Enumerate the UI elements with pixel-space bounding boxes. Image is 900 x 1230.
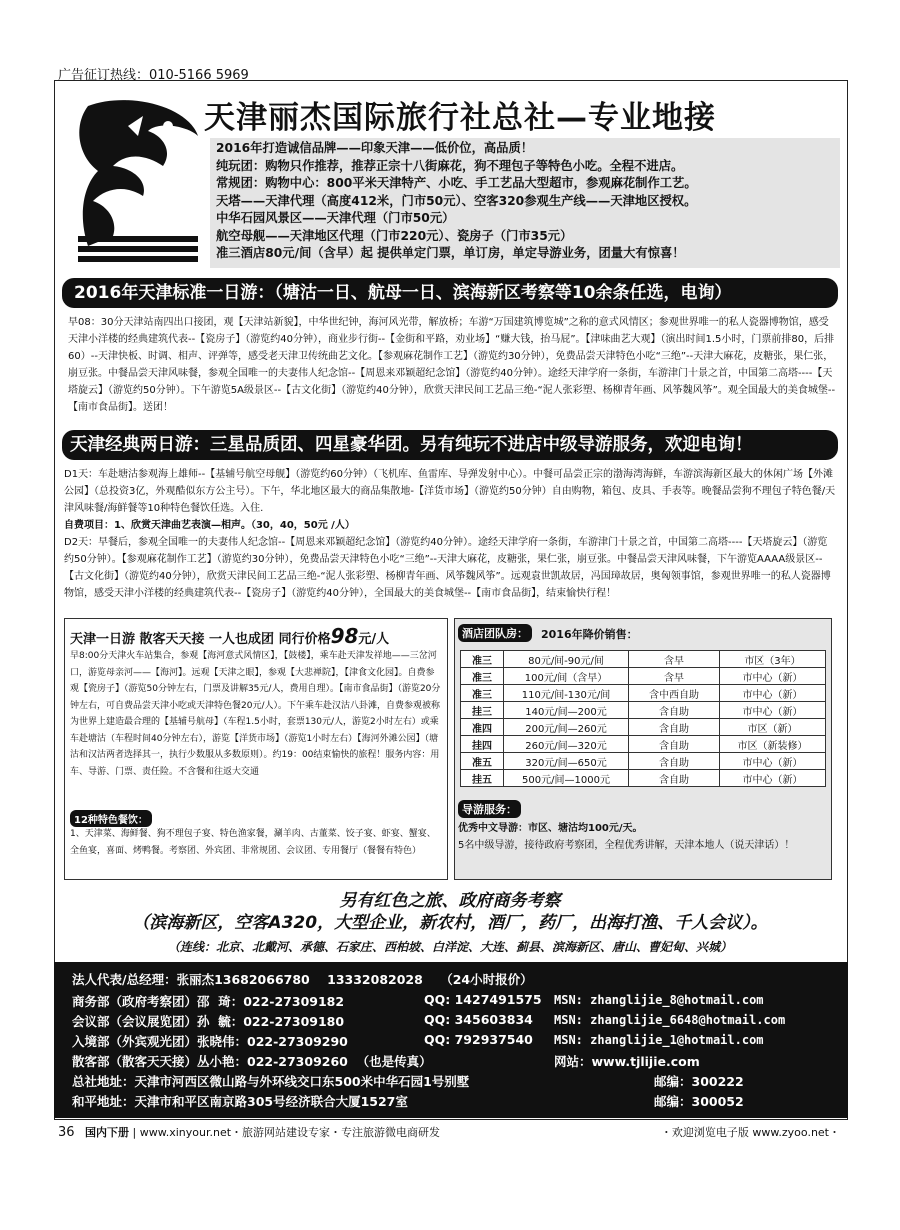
contact-sanke: 散客部（散客天天接）丛小艳：022-27309260 （也是传真） bbox=[72, 1054, 432, 1069]
guide-line: 优秀中文导游：市区、塘沽均100元/天。 bbox=[458, 823, 643, 834]
footer-left-link[interactable]: www.xinyour.net・旅游网站建设专家・专注旅游微电商研发 bbox=[139, 1126, 441, 1139]
hotel-row bbox=[461, 736, 826, 753]
legal-rep: 法人代表/总经理：张丽杰13682066780 13332082028 （24小时报价） bbox=[72, 972, 533, 987]
hotel-cell: 80元/间-90元/间 bbox=[504, 651, 629, 668]
agency-title: 天津丽杰国际旅行社总社—专业地接 bbox=[204, 100, 716, 136]
hotel-cell: 110元/间-130元/间 bbox=[504, 685, 629, 702]
info-line: 准三酒店80元/间（含早）起 提供单定门票，单订房，单定导游业务，团量大有惊喜！ bbox=[216, 246, 685, 260]
hotel-cell: 市中心（新） bbox=[720, 668, 826, 685]
hotel-cell: 市中心（新） bbox=[720, 753, 826, 770]
two-day-tour-banner: 天津经典两日游：三星品质团、四星豪华团。另有纯玩不进店中级导游服务，欢迎电询！ bbox=[62, 430, 838, 460]
extra-title: 另有红色之旅、政府商务考察 bbox=[339, 891, 561, 911]
hotel-cell: 含早 bbox=[629, 651, 720, 668]
two-day-itinerary bbox=[64, 466, 836, 602]
daily-tour-title bbox=[70, 624, 389, 648]
daily-tour-unit: 元/人 bbox=[358, 632, 390, 647]
hotel-row bbox=[461, 668, 826, 685]
special-dining-body: 1、天津菜、海鲜餐、狗不理包子宴、特色渔家餐，涮羊肉、古董菜、饺子宴、虾宴、蟹宴、全鱼宴，喜面、烤鸭餐。考察团、外宾团、非常规团、会议团、专用餐厅（餐餐有特色） bbox=[70, 829, 436, 856]
contact-qq: QQ: 345603834 bbox=[424, 1012, 533, 1027]
info-line: 航空母舰——天津地区代理（门市220元）、瓷房子（门市35元） bbox=[216, 228, 573, 243]
hotel-cell: 挂五 bbox=[461, 770, 504, 787]
address-heping: 和平地址：天津市和平区南京路305号经济联合大厦1527室 bbox=[72, 1094, 408, 1109]
hotel-cell: 挂三 bbox=[461, 702, 504, 719]
address-hq: 总社地址：天津市河西区微山路与外环线交口东500米中华石园1号别墅 bbox=[72, 1074, 470, 1089]
hotel-cell: 准三 bbox=[461, 668, 504, 685]
one-day-tour-banner: 2016年天津标准一日游：（塘沽一日、航母一日、滨海新区考察等10余条任选，电询） bbox=[62, 278, 838, 308]
contact-msn: MSN: zhanglijie_8@hotmail.com bbox=[554, 993, 764, 1007]
daily-tour-price: 98 bbox=[330, 624, 359, 648]
hotel-cell: 市区（新装修） bbox=[720, 736, 826, 753]
hotel-title: 2016年降价销售： bbox=[541, 628, 638, 641]
hotel-cell: 320元/间—650元 bbox=[504, 753, 629, 770]
hotel-cell: 含自助 bbox=[629, 702, 720, 719]
contact-dept: 商务部（政府考察团）邵 琦：022-27309182 bbox=[72, 994, 345, 1009]
guide-label: 导游服务： bbox=[458, 800, 521, 818]
info-line: 天塔——天津代理（高度412米，门市50元）、空客320参观生产线——天津地区授权。 bbox=[216, 193, 697, 208]
info-line: 中华石园风景区——天津代理（门市50元） bbox=[216, 211, 455, 225]
hotel-row bbox=[461, 702, 826, 719]
hotel-cell: 市区（新） bbox=[720, 719, 826, 736]
page-number: 36 bbox=[58, 1125, 75, 1140]
info-line: 2016年打造诚信品牌——印象天津——低价位，高品质！ bbox=[216, 141, 534, 155]
hotel-cell: 挂四 bbox=[461, 736, 504, 753]
contact-dept: 入境部（外宾观光团）张晓伟：022-27309290 bbox=[72, 1034, 348, 1049]
extra-routes: （连线：北京、北戴河、承德、石家庄、西柏坡、白洋淀、大连、蓟县、滨海新区、唐山、曹妃甸、兴城） bbox=[167, 940, 732, 954]
hotel-cell: 市中心（新） bbox=[720, 770, 826, 787]
extra-subtitle: （滨海新区，空客A320，大型企业，新农村，酒厂，药厂，出海打渔、千人会议）。 bbox=[132, 913, 768, 933]
dragon-logo-icon bbox=[68, 96, 208, 266]
hotel-cell: 含中西自助 bbox=[629, 685, 720, 702]
hotel-cell: 260元/间—320元 bbox=[504, 736, 629, 753]
ad-hotline: 广告征订热线：010-5166 5969 bbox=[58, 68, 249, 83]
one-day-itinerary: 早08：30分天津站南四出口接团，观【天津站新貌】，中华世纪钟，海河风光带，解放桥；车游“万国建筑博览城”之称的意式风情区；参观世界唯一的私人瓷器博物馆，感受天津小洋楼的经典建筑代表--【瓷房子】（游览约40分钟），商业步行街--【金街和平路，劝业场】“赚大钱，抬马屁”。【津味曲艺大观】（演出时间1.5小时，门票前排80，后排60）--天津快板、时调、相声、评弹等，感受老天津卫传统曲艺文化。【参观麻花制作工艺】（游览约30分钟），免费品尝天津特色小吃“三绝”--天津大麻花，皮糖张，果仁张，崩豆张。中餐品尝天津风味餐，参观全国唯一的夫妻伟人纪念馆--【周恩来邓颖超纪念馆】（游览约40分钟）。途经天津学府一条街，车游津门十景之首，中国第二高塔----【天塔旋云】（游览约50分钟）。下午游览5A级景区--【古文化街】（游览约40分钟），欣赏天津民间工艺品三绝-“泥人张彩塑、杨柳青年画、风筝魏风筝”。观全国最大的美食城堡--【南市食品街】。送团！ bbox=[68, 317, 836, 413]
special-dining-label: 12种特色餐饮： bbox=[70, 810, 152, 827]
day2-text: D2天：早餐后，参观全国唯一的夫妻伟人纪念馆--【周恩来邓颖超纪念馆】（游览约40分钟）。途经天津学府一条街，车游津门十景之首，中国第二高塔----【天塔旋云】（游览约50分钟）。【参观麻花制作工艺】（游览约30分钟），免费品尝天津特色小吃“三绝”--天津大麻花，皮糖张，果仁张，崩豆张。中餐品尝天津风味餐，下午游览AAAA级景区--【古文化街】（游览约40分钟），欣赏天津民间工艺品三绝-“泥人张彩塑、杨柳青年画、风筝魏风筝”。远观袁世凯故居，冯国璋故居，奥匈领事馆，参观世界唯一的私人瓷器博物馆，感受天津小洋楼的经典建筑代表--【瓷房子】（游览约40分钟），全国最大的美食城堡--【南市食品街】，结束愉快行程！ bbox=[64, 537, 831, 599]
hotel-cell: 准五 bbox=[461, 753, 504, 770]
hotel-cell: 200元/间—260元 bbox=[504, 719, 629, 736]
hotel-cell: 含自助 bbox=[629, 719, 720, 736]
hotel-cell: 含早 bbox=[629, 668, 720, 685]
self-pay-items: 自费项目：1、欣赏天津曲艺表演—相声。（30，40，50元 /人） bbox=[64, 520, 355, 531]
info-line: 纯玩团：购物只作推荐，推荐正宗十八街麻花，狗不理包子等特色小吃。全程不进店。 bbox=[216, 158, 684, 173]
hotel-cell: 市中心（新） bbox=[720, 702, 826, 719]
hotel-row bbox=[461, 685, 826, 702]
hotel-row bbox=[461, 770, 826, 787]
hotel-cell: 准三 bbox=[461, 685, 504, 702]
day1-text: D1天：车赴塘沽参观海上雄师--【基辅号航空母舰】（游览约60分钟）（飞机库、鱼雷库、导弹发射中心）。中餐可品尝正宗的渤海湾海鲜，车游滨海新区最大的休闲广场【外滩公园】（总投资3亿，外观酷似东方公主号）。下午，华北地区最大的商品集散地-【洋货市场】（游览约50分钟）自由购物，箱包、皮具、手表等。晚餐品尝狗不理包子特色餐/天津风味餐/海鲜餐等10种特色餐饮任选。入住. bbox=[64, 469, 836, 514]
agency-info-box bbox=[210, 138, 840, 268]
hotel-cell: 市区（3年） bbox=[720, 651, 826, 668]
hotel-row bbox=[461, 753, 826, 770]
hotel-label: 酒店团队房： bbox=[458, 624, 532, 642]
zip-heping: 邮编：300052 bbox=[654, 1094, 744, 1109]
info-line: 常规团：购物中心：800平米天津特产、小吃、手工艺品大型超市，参观麻花制作工艺。 bbox=[216, 176, 697, 190]
daily-tour-title-text: 天津一日游 散客天天接 一人也成团 同行价格 bbox=[70, 632, 331, 647]
hotel-cell: 含自助 bbox=[629, 736, 720, 753]
hotel-row bbox=[461, 651, 826, 668]
contact-dept: 会议部（会议展览团）孙 毓：022-27309180 bbox=[72, 1014, 345, 1029]
hotel-cell: 500元/间—1000元 bbox=[504, 770, 629, 787]
hotel-cell: 100元/间（含早） bbox=[504, 668, 629, 685]
zip-hq: 邮编：300222 bbox=[654, 1074, 744, 1089]
section-name: 国内下册 bbox=[85, 1126, 130, 1139]
guide-body bbox=[458, 820, 828, 854]
contact-msn: MSN: zhanglijie_6648@hotmail.com bbox=[554, 1013, 786, 1027]
hotel-cell: 市中心（新） bbox=[720, 685, 826, 702]
contact-panel bbox=[54, 962, 848, 1118]
footer-left: 36 国内下册 | www.xinyour.net・旅游网站建设专家・专注旅游微电商研发 bbox=[58, 1125, 441, 1140]
daily-tour-body: 早8:00分天津火车站集合，参观【海河意式风情区】，【鼓楼】，乘车赴天津发祥地——三岔河口，游览母亲河——【海河】。远观【天津之眼】，参观【大悲禅院】，【津食文化园】。自费参观【瓷房子】（游览50分钟左右，门票及讲解35元/人，费用自理）。【南市食品街】（游览20分钟左右，可自费品尝天津小吃或天津特色餐20元/人）。下午乘车赴汉沽八卦滩，自费参观被称为世界上建造最合理的【基辅号航母】（车程1.5小时，套票130元/人，游览2小时左右）或乘车赴塘沽（车程时间40分钟左右），游览【洋货市场】（游览1小时左右）【海河外滩公园】（塘沽和汉沽两者选择其一，执行少数服从多数原则）。约19：00结束愉快的旅程！服务内容：用车、导游、门票、责任险。不含餐和往返大交通 bbox=[70, 651, 441, 777]
hotel-price-table bbox=[460, 650, 826, 787]
footer-right-link[interactable]: ・欢迎浏览电子版 www.zyoo.net・ bbox=[660, 1126, 840, 1139]
hotel-row bbox=[461, 719, 826, 736]
contact-qq: QQ: 792937540 bbox=[424, 1032, 533, 1047]
contact-qq: QQ: 1427491575 bbox=[424, 992, 542, 1007]
guide-line: 5名中级导游，接待政府考察团，全程优秀讲解，天津本地人（说天津话）！ bbox=[458, 840, 795, 851]
hotel-cell: 准四 bbox=[461, 719, 504, 736]
hotel-cell: 含自助 bbox=[629, 753, 720, 770]
hotel-cell: 准三 bbox=[461, 651, 504, 668]
hotel-cell: 140元/间—200元 bbox=[504, 702, 629, 719]
hotel-cell: 含自助 bbox=[629, 770, 720, 787]
contact-msn: MSN: zhanglijie_1@hotmail.com bbox=[554, 1033, 764, 1047]
website-link[interactable]: 网站：www.tjlijie.com bbox=[554, 1054, 700, 1069]
